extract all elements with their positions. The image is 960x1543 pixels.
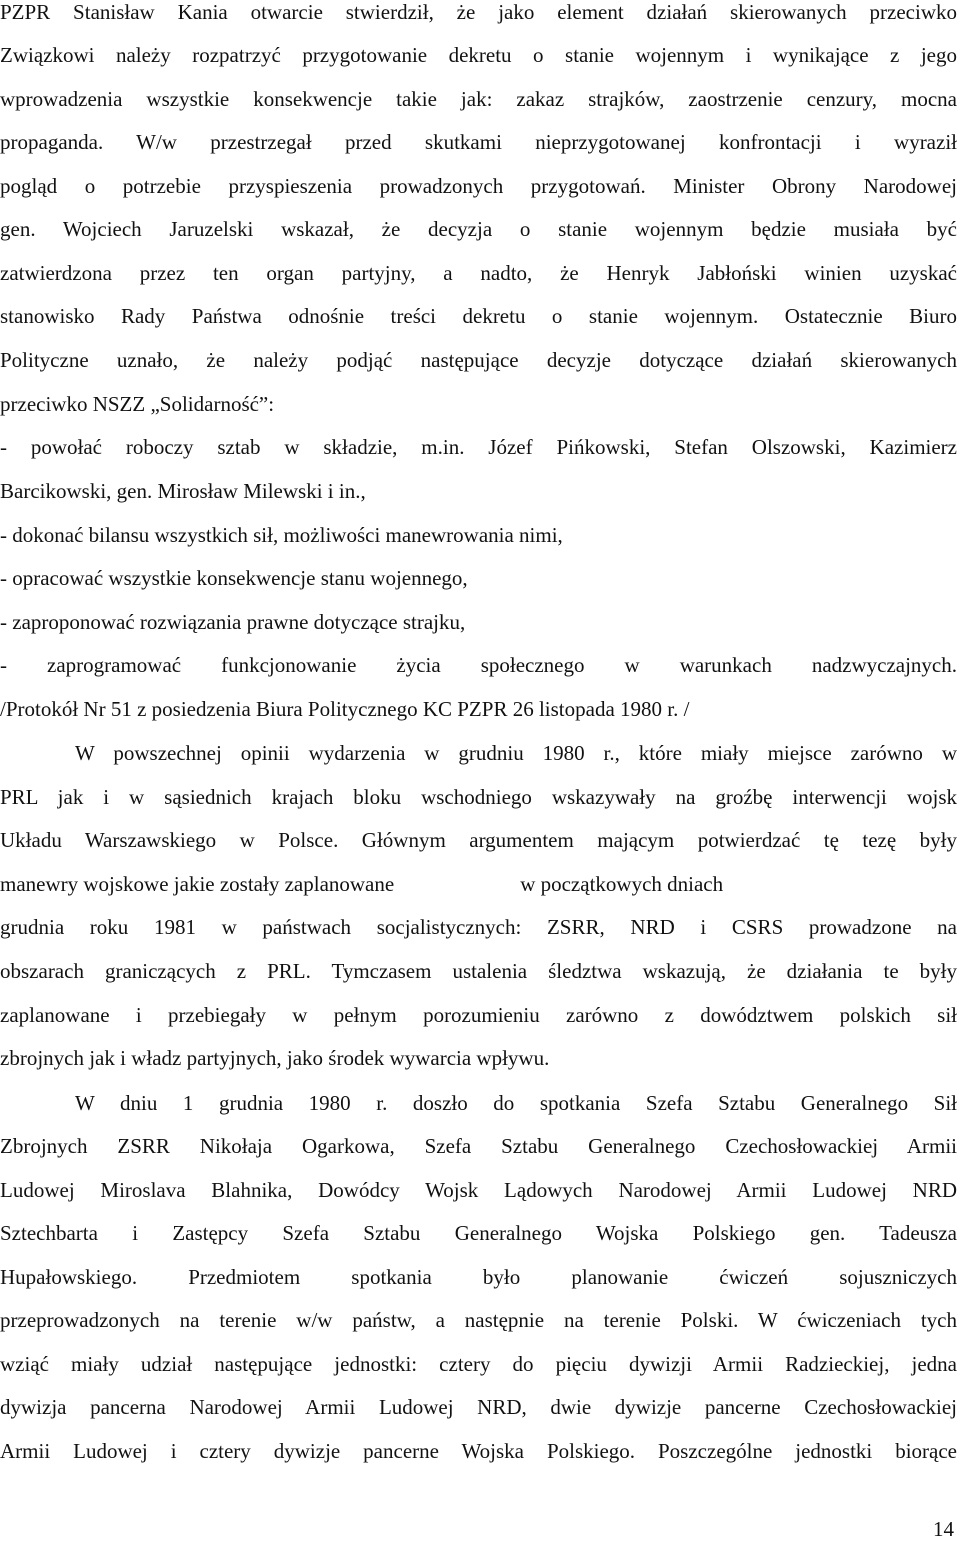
text-line: Polityczne uznało, że należy podjąć następujące decyzje dotyczące działań skierowanych (0, 348, 957, 372)
text-line: grudnia roku 1981 w państwach socjalistycznych: ZSRR, NRD i CSRS prowadzone na (0, 915, 957, 939)
text-line: Zbrojnych ZSRR Nikołaja Ogarkowa, Szefa Sztabu Generalnego Czechosłowackiej Armii (0, 1134, 957, 1158)
list-item: - opracować wszystkie konsekwencje stanu wojennego, (0, 566, 468, 590)
text-line: - powołać roboczy sztab w składzie, m.in. Józef Pińkowski, Stefan Olszowski, Kazimierz (0, 435, 957, 459)
text-line: Sztechbarta i Zastępcy Szefa Sztabu Generalnego Wojska Polskiego gen. Tadeusza (0, 1221, 957, 1245)
text-line: Ludowej Miroslava Blahnika, Dowódcy Wojsk Lądowych Narodowej Armii Ludowej NRD (0, 1178, 957, 1202)
text-line: Armii Ludowej i cztery dywizje pancerne Wojska Polskiego. Poszczególne jednostki biorące (0, 1439, 957, 1463)
text-line: Barcikowski, gen. Mirosław Milewski i in., (0, 479, 366, 503)
text-line: Hupałowskiego. Przedmiotem spotkania było planowanie ćwiczeń sojuszniczych (0, 1265, 957, 1289)
text-line: dywizja pancerna Narodowej Armii Ludowej NRD, dwie dywizje pancerne Czechosłowackiej (0, 1395, 957, 1419)
paragraph-first-line: W powszechnej opinii wydarzenia w grudniu 1980 r., które miały miejsce zarówno w (75, 741, 957, 765)
text-line: pogląd o potrzebie przyspieszenia prowadzonych przygotowań. Minister Obrony Narodowej (0, 174, 957, 198)
text-line: przeciwko NSZZ „Solidarność”: (0, 392, 275, 416)
text-line: wziąć miały udział następujące jednostki: cztery do pięciu dywizji Armii Radzieckiej, jedna (0, 1352, 957, 1376)
text-line: Układu Warszawskiego w Polsce. Głównym argumentem mającym potwierdzać tę tezę były (0, 828, 957, 852)
paragraph-first-line: W dniu 1 grudnia 1980 r. doszło do spotkania Szefa Sztabu Generalnego Sił (75, 1091, 957, 1115)
page-number: 14 (933, 1517, 954, 1541)
text-line: stanowisko Rady Państwa odnośnie treści dekretu o stanie wojennym. Ostatecznie Biuro (0, 304, 957, 328)
text-line: obszarach graniczących z PRL. Tymczasem ustalenia śledztwa wskazują, że działania te były (0, 959, 957, 983)
citation-line: /Protokół Nr 51 z posiedzenia Biura Politycznego KC PZPR 26 listopada 1980 r. / (0, 697, 690, 721)
list-item: - zaproponować rozwiązania prawne dotyczące strajku, (0, 610, 466, 634)
text-line: zatwierdzona przez ten organ partyjny, a nadto, że Henryk Jabłoński winien uzyskać (0, 261, 957, 285)
text-line: propaganda. W/w przestrzegał przed skutkami nieprzygotowanej konfrontacji i wyraził (0, 130, 957, 154)
list-item: - zaprogramować funkcjonowanie życia społecznego w warunkach nadzwyczajnych. (0, 653, 957, 677)
text-line: wprowadzenia wszystkie konsekwencje takie jak: zakaz strajków, zaostrzenie cenzury, mocna (0, 87, 957, 111)
text-line: manewry wojskowe jakie zostały zaplanowane w początkowych dniach (0, 872, 724, 896)
text-line: przeprowadzonych na terenie w/w państw, a następnie na terenie Polski. W ćwiczeniach tych (0, 1308, 957, 1332)
text-line: PZPR Stanisław Kania otwarcie stwierdził, że jako element działań skierowanych przeciwko (0, 0, 957, 24)
text-line: zbrojnych jak i władz partyjnych, jako środek wywarcia wpływu. (0, 1046, 550, 1070)
text-line: PRL jak i w sąsiednich krajach bloku wschodniego wskazywały na groźbę interwencji wojsk (0, 785, 957, 809)
text-line: zaplanowane i przebiegały w pełnym porozumieniu zarówno z dowództwem polskich sił (0, 1003, 957, 1027)
text-line: gen. Wojciech Jaruzelski wskazał, że decyzja o stanie wojennym będzie musiała być (0, 217, 957, 241)
text-line: Związkowi należy rozpatrzyć przygotowanie dekretu o stanie wojennym i wynikające z jego (0, 43, 957, 67)
list-item: - dokonać bilansu wszystkich sił, możliwości manewrowania nimi, (0, 523, 563, 547)
